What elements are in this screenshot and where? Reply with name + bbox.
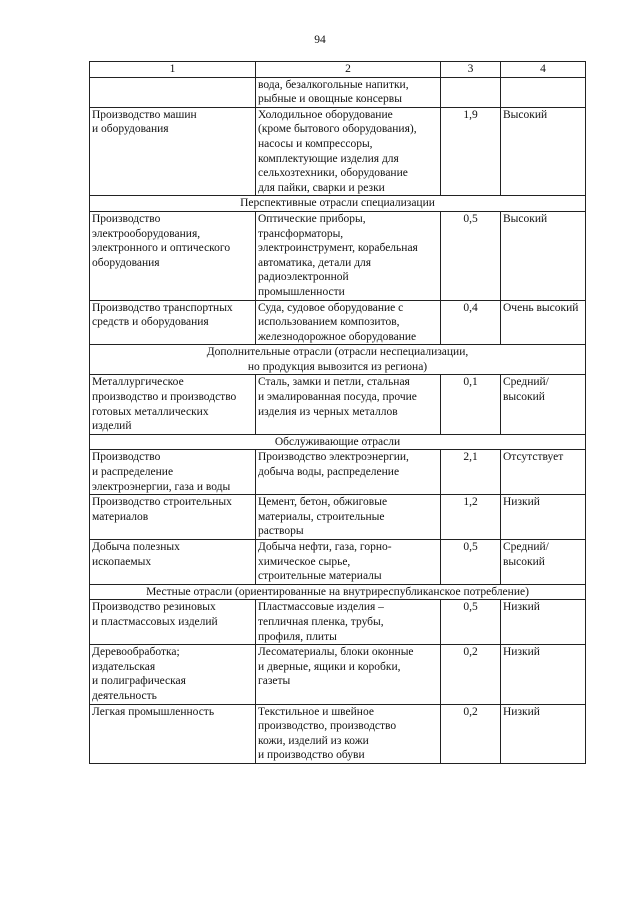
page-number: 94 (314, 34, 326, 46)
level-cell: Высокий (501, 211, 586, 300)
industry-cell: Производство строительных материалов (90, 495, 256, 540)
section-row (90, 345, 586, 375)
coefficient-cell: 1,2 (441, 495, 501, 540)
industry-cell: Производство и распределение электроэнергии, газа и воды (90, 450, 256, 495)
table-row (90, 211, 586, 300)
section-row (90, 196, 586, 212)
coefficient-cell: 0,4 (441, 300, 501, 345)
table-row (90, 375, 586, 434)
coefficient-cell: 0,2 (441, 645, 501, 704)
coefficient-cell: 2,1 (441, 450, 501, 495)
table-row (90, 704, 586, 763)
level-cell: Средний/ высокий (501, 540, 586, 585)
header-col-3: 3 (441, 62, 501, 78)
table-header-row (90, 62, 586, 78)
industry-cell: Производство транспортных средств и оборудования (90, 300, 256, 345)
industry-cell: Металлургическое производство и производство готовых металлических изделий (90, 375, 256, 434)
industry-cell: Производство машин и оборудования (90, 107, 256, 196)
industry-cell: Добыча полезных ископаемых (90, 540, 256, 585)
coefficient-cell: 0,2 (441, 704, 501, 763)
table-row (90, 600, 586, 645)
section-title: Местные отрасли (ориентированные на внутриреспубликанское потребление) (90, 584, 586, 600)
coefficient-cell: 0,1 (441, 375, 501, 434)
section-title: Перспективные отрасли специализации (90, 196, 586, 212)
table-row (90, 540, 586, 585)
level-cell: Низкий (501, 495, 586, 540)
products-cell: Добыча нефти, газа, горно- химическое сырье, строительные материалы (256, 540, 441, 585)
products-cell: Оптические приборы, трансформаторы, электроинструмент, корабельная автоматика, детали для радиоэлектронной промышленности (256, 211, 441, 300)
table-row (90, 77, 586, 107)
level-cell: Низкий (501, 645, 586, 704)
level-cell: Низкий (501, 704, 586, 763)
level-cell: Отсутствует (501, 450, 586, 495)
table-row (90, 645, 586, 704)
header-col-4: 4 (501, 62, 586, 78)
products-cell: Текстильное и швейное производство, производство кожи, изделий из кожи и производство обуви (256, 704, 441, 763)
level-cell: Средний/ высокий (501, 375, 586, 434)
products-cell: Производство электроэнергии, добыча воды, распределение (256, 450, 441, 495)
industry-table (89, 61, 586, 764)
section-title: Обслуживающие отрасли (90, 434, 586, 450)
coefficient-cell: 0,5 (441, 211, 501, 300)
products-cell: Лесоматериалы, блоки оконные и дверные, ящики и коробки, газеты (256, 645, 441, 704)
products-cell: вода, безалкогольные напитки, рыбные и овощные консервы (256, 77, 441, 107)
table-row (90, 495, 586, 540)
header-col-2: 2 (256, 62, 441, 78)
industry-cell: Производство резиновых и пластмассовых изделий (90, 600, 256, 645)
table-row (90, 450, 586, 495)
industry-cell (90, 77, 256, 107)
products-cell: Сталь, замки и петли, стальная и эмалированная посуда, прочие изделия из черных металлов (256, 375, 441, 434)
section-title: Дополнительные отрасли (отрасли неспециализации, но продукция вывозится из региона) (90, 345, 586, 375)
products-cell: Холодильное оборудование (кроме бытового оборудования), насосы и компрессоры, комплектующие изделия для сельхозтехники, оборудование для пайки, сварки и резки (256, 107, 441, 196)
coefficient-cell: 1,9 (441, 107, 501, 196)
products-cell: Пластмассовые изделия – тепличная пленка, трубы, профиля, плиты (256, 600, 441, 645)
products-cell: Суда, судовое оборудование с использованием композитов, железнодорожное оборудование (256, 300, 441, 345)
table-row (90, 300, 586, 345)
products-cell: Цемент, бетон, обжиговые материалы, строительные растворы (256, 495, 441, 540)
table-row (90, 107, 586, 196)
coefficient-cell (441, 77, 501, 107)
section-row (90, 434, 586, 450)
industry-cell: Легкая промышленность (90, 704, 256, 763)
table-body (90, 62, 586, 764)
header-col-1: 1 (90, 62, 256, 78)
industry-cell: Деревообработка; издательская и полиграфическая деятельность (90, 645, 256, 704)
level-cell (501, 77, 586, 107)
coefficient-cell: 0,5 (441, 600, 501, 645)
section-row (90, 584, 586, 600)
level-cell: Очень высокий (501, 300, 586, 345)
level-cell: Низкий (501, 600, 586, 645)
coefficient-cell: 0,5 (441, 540, 501, 585)
level-cell: Высокий (501, 107, 586, 196)
industry-cell: Производство электрооборудования, электронного и оптического оборудования (90, 211, 256, 300)
